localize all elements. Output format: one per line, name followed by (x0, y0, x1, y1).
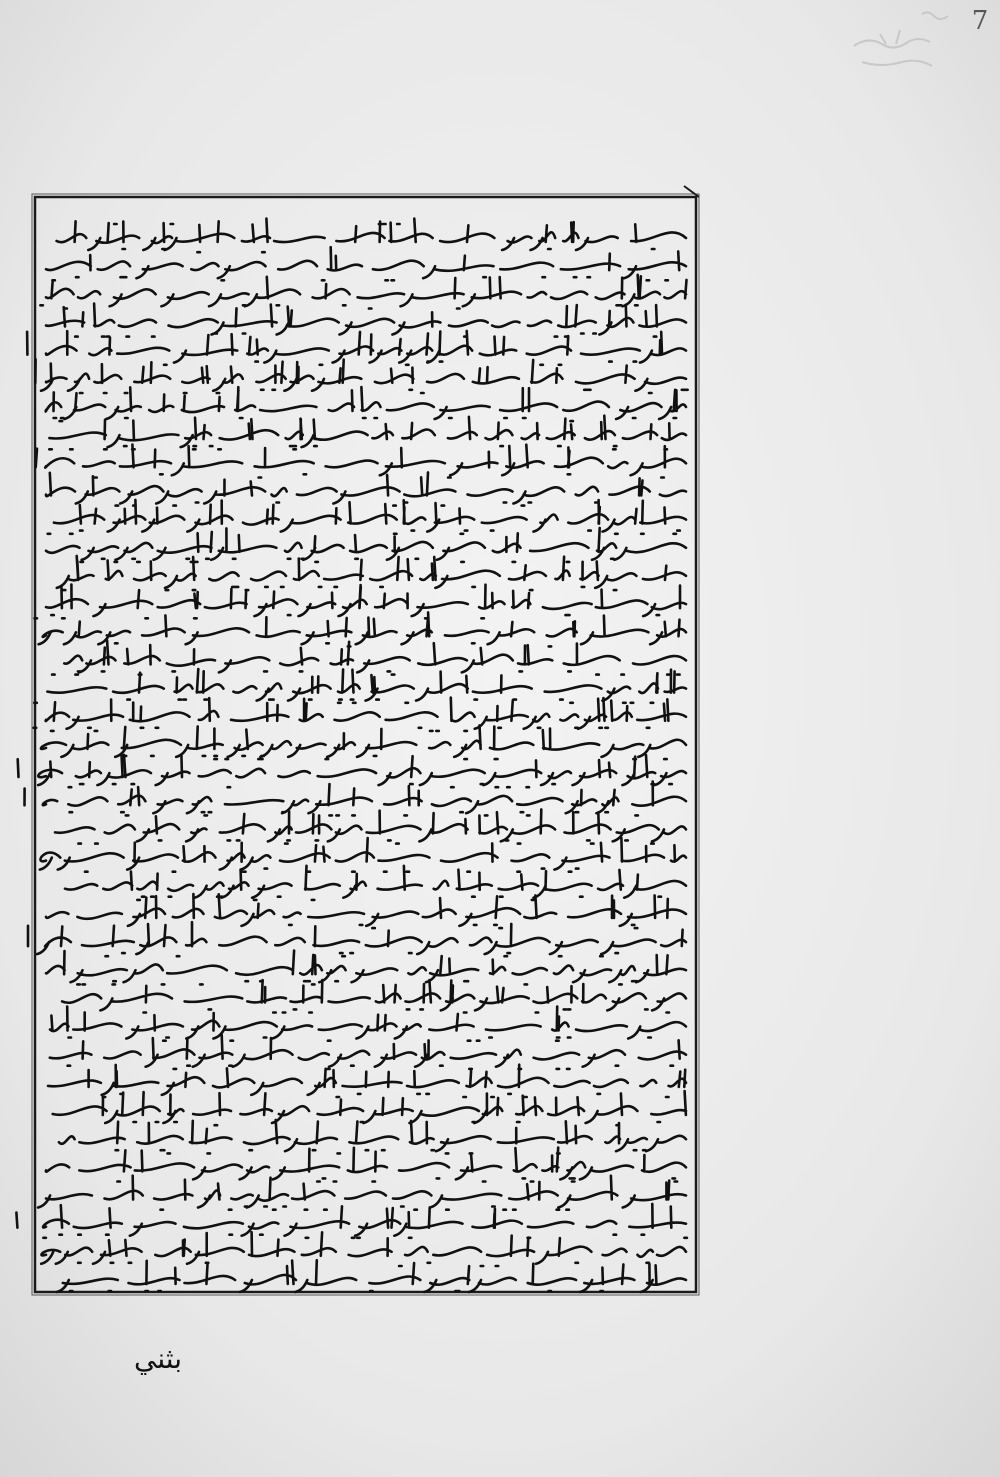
catchword: بثني (133, 1342, 183, 1375)
folio-number: 7 (971, 6, 989, 36)
